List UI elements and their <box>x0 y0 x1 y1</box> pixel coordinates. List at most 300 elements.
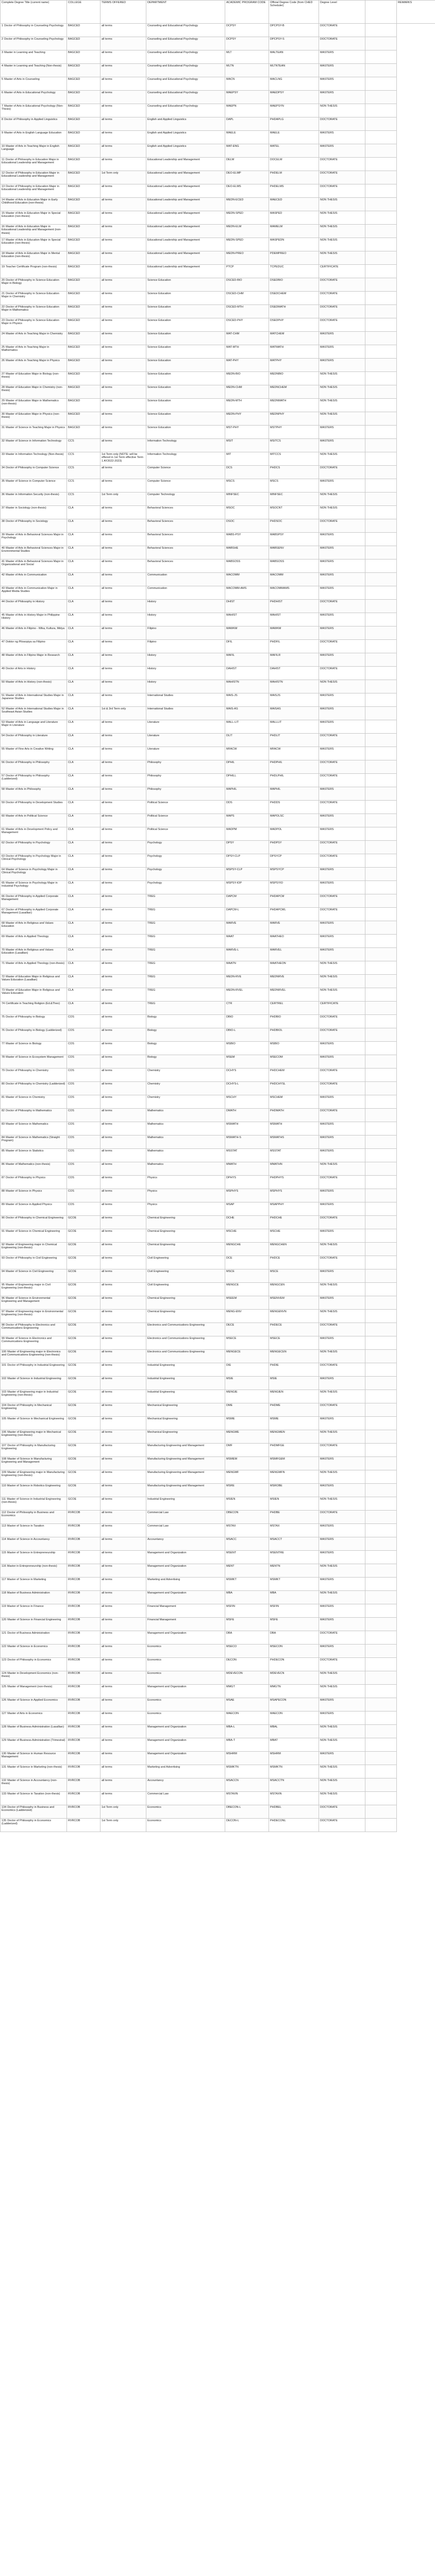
cell-blank <box>365 801 397 814</box>
cell-college: GCOE <box>67 1497 101 1511</box>
cell-terms-offered: all terms <box>101 305 146 318</box>
cell-terms-offered: all terms <box>101 1511 146 1524</box>
cell-degree-level: MASTERS <box>319 1752 365 1765</box>
cell-degree-level: DOCTORATE <box>319 1216 365 1229</box>
cell-college: GCOE <box>67 1229 101 1243</box>
degree-title-text: Master of Science in Marketing <box>7 1578 46 1581</box>
cell-degree-code: MSFIN <box>269 1604 319 1618</box>
cell-department: TREG <box>146 988 225 1002</box>
cell-degree-code: MASPED <box>269 211 319 225</box>
cell-college: GCOE <box>67 1269 101 1283</box>
cell-degree-title <box>1 345 67 359</box>
table-row <box>1 1685 435 1698</box>
table-row <box>1 1711 435 1725</box>
cell-blank <box>365 1792 397 1805</box>
cell-program-code: DEO-ELMP <box>225 171 269 184</box>
cell-terms-offered: all terms <box>101 385 146 399</box>
cell-college: CLA <box>67 734 101 747</box>
cell-terms-offered: all terms <box>101 640 146 653</box>
table-row <box>1 1055 435 1069</box>
cell-degree-level: MASTERS <box>319 332 365 345</box>
degree-title-text: Master of Science in Biology <box>6 1042 42 1045</box>
table-row <box>1 573 435 586</box>
row-number: 12 <box>2 172 5 175</box>
cell-blank <box>365 359 397 372</box>
cell-degree-code: MEDNRVE <box>269 975 319 988</box>
cell-department: Marketing and Advertising <box>146 1578 225 1591</box>
degree-title-text: Master of Science in Taxation <box>7 1524 44 1528</box>
cell-blank <box>365 693 397 707</box>
cell-degree-level: NON THESIS <box>319 1765 365 1778</box>
row-number: 101 <box>2 1364 7 1367</box>
cell-program-code: MABS-PSY <box>225 533 269 546</box>
cell-degree-code: MAEDPSY <box>269 91 319 104</box>
cell-degree-level: DOCTORATE <box>319 1805 365 1819</box>
cell-department: Economics <box>146 1819 225 1832</box>
cell-degree-title <box>1 1752 67 1765</box>
cell-degree-level: MASTERS <box>319 1377 365 1390</box>
cell-degree-level: NON THESIS <box>319 493 365 506</box>
degree-title-text: Master of Business Administration <box>7 1591 50 1595</box>
cell-college: RVRCOB <box>67 1765 101 1778</box>
cell-college: CCS <box>67 452 101 466</box>
cell-degree-code: PHDHIST <box>269 600 319 613</box>
table-row <box>1 707 435 720</box>
table-row <box>1 1805 435 1819</box>
cell-college: BAGCED <box>67 305 101 318</box>
table-row <box>1 372 435 385</box>
cell-blank <box>365 1578 397 1591</box>
cell-degree-title <box>1 760 67 774</box>
cell-terms-offered: 1st Term only (NOTE: will be offered in 1st Term effective Term 1 AY2022-2023) <box>101 452 146 466</box>
cell-program-code: DSOC <box>225 519 269 533</box>
table-row <box>1 1243 435 1256</box>
row-number: 108 <box>2 1458 7 1461</box>
cell-program-code: MSSTAT <box>225 1149 269 1162</box>
cell-program-code: DMF <box>225 1444 269 1457</box>
cell-blank <box>365 1417 397 1430</box>
cell-degree-title <box>1 814 67 827</box>
table-row <box>1 359 435 372</box>
cell-blank <box>365 1738 397 1752</box>
row-number: 119 <box>2 1605 6 1608</box>
cell-department: Science Education <box>146 332 225 345</box>
cell-program-code: MALL-LIT <box>225 720 269 734</box>
cell-department: TREG <box>146 1002 225 1015</box>
cell-degree-level: DOCTORATE <box>319 1109 365 1122</box>
cell-college: RVRCOB <box>67 1604 101 1618</box>
cell-terms-offered: all terms <box>101 1444 146 1457</box>
cell-degree-level: NON THESIS <box>319 1671 365 1685</box>
cell-degree-title <box>1 1551 67 1564</box>
cell-degree-level: DOCTORATE <box>319 1363 365 1377</box>
cell-program-code: DCPSY <box>225 37 269 50</box>
row-number: 82 <box>2 1109 5 1112</box>
cell-degree-title <box>1 1350 67 1363</box>
cell-department: Physics <box>146 1176 225 1189</box>
degree-title-text: Master of Engineering major in Manufacturing Engineering (non-thesis) <box>2 1471 65 1478</box>
cell-degree-code: PHDLIT <box>269 734 319 747</box>
cell-terms-offered: all terms <box>101 1484 146 1497</box>
cell-department: Financial Management <box>146 1618 225 1631</box>
table-row <box>1 1484 435 1497</box>
cell-degree-title <box>1 894 67 908</box>
cell-degree-level: MASTERS <box>319 1136 365 1149</box>
cell-degree-level: MASTERS <box>319 881 365 894</box>
cell-program-code: DSCED-CHM <box>225 292 269 305</box>
table-row <box>1 975 435 988</box>
cell-blank <box>365 1604 397 1618</box>
cell-department: Industrial Engineering <box>146 1497 225 1511</box>
degree-title-text: Master of Science in Information Technology <box>6 439 62 443</box>
degree-title-text: Master of Engineering major in Chemical Engineering (non-thesis) <box>2 1243 57 1250</box>
cell-terms-offered: all terms <box>101 412 146 426</box>
cell-degree-code: PHDFIL <box>269 640 319 653</box>
cell-college: CLA <box>67 667 101 680</box>
cell-department: Management and Organization <box>146 1631 225 1645</box>
cell-degree-title <box>1 37 67 50</box>
cell-terms-offered: all terms <box>101 1430 146 1444</box>
cell-degree-level: MASTERS <box>319 707 365 720</box>
cell-college: GCOE <box>67 1216 101 1229</box>
table-row <box>1 533 435 546</box>
cell-department: Science Education <box>146 385 225 399</box>
cell-blank <box>365 77 397 91</box>
cell-degree-title <box>1 1470 67 1484</box>
cell-degree-title <box>1 292 67 305</box>
table-row <box>1 318 435 332</box>
cell-college: BAGCED <box>67 359 101 372</box>
degree-title-text: Doctor of Philosophy in Counseling Psychology <box>4 38 64 41</box>
table-row <box>1 653 435 667</box>
degree-title-text: Master of Business Administration (Trimestral) <box>7 1739 65 1742</box>
cell-degree-title <box>1 399 67 412</box>
cell-college: COS <box>67 1109 101 1122</box>
cell-college: RVRCOB <box>67 1551 101 1564</box>
cell-program-code: DCE <box>225 1256 269 1269</box>
cell-degree-level: DOCTORATE <box>319 24 365 37</box>
cell-college: GCOE <box>67 1243 101 1256</box>
row-number: 48 <box>2 654 5 657</box>
cell-program-code: DMATH <box>225 1109 269 1122</box>
row-number: 93 <box>2 1257 5 1260</box>
table-row <box>1 1564 435 1578</box>
degree-title-text: Master of Arts in Philosophy <box>6 788 41 791</box>
cell-program-code: MSECE <box>225 1336 269 1350</box>
table-row <box>1 292 435 305</box>
degree-title-text: Master of Engineering major in Industrial Engineering (non-thesis) <box>2 1391 58 1397</box>
cell-college: COS <box>67 1176 101 1189</box>
cell-terms-offered: all terms <box>101 908 146 921</box>
cell-program-code: MIT <box>225 452 269 466</box>
table-row <box>1 1122 435 1136</box>
row-number: 34 <box>2 466 5 469</box>
cell-degree-code: PHDCS <box>269 466 319 479</box>
cell-blank <box>365 466 397 479</box>
cell-degree-code: MAATHEO <box>269 935 319 948</box>
cell-degree-code: MEDNPHY <box>269 412 319 426</box>
degree-title-text: Master of Business Administration (Lasallian) <box>7 1725 64 1728</box>
table-row <box>1 1591 435 1604</box>
cell-degree-level: MASTERS <box>319 921 365 935</box>
row-number: 92 <box>2 1243 5 1246</box>
row-number: 86 <box>2 1163 5 1166</box>
cell-department: English and Applied Linguistics <box>146 117 225 131</box>
cell-department: Biology <box>146 1042 225 1055</box>
cell-degree-level: MASTERS <box>319 1457 365 1470</box>
table-row <box>1 24 435 37</box>
degree-title-text: Doctor of Philosophy in Chemistry (Ladderized) <box>6 1082 65 1086</box>
row-number: 114 <box>2 1538 6 1541</box>
cell-blank <box>365 975 397 988</box>
cell-program-code: MLTN <box>225 64 269 77</box>
cell-college: COS <box>67 1202 101 1216</box>
cell-department: History <box>146 653 225 667</box>
cell-blank <box>365 707 397 720</box>
cell-college: CLA <box>67 948 101 961</box>
cell-college: BAGCED <box>67 131 101 144</box>
table-row <box>1 158 435 171</box>
cell-degree-code: MSMFGEM <box>269 1457 319 1470</box>
cell-college: BAGCED <box>67 104 101 117</box>
degree-title-text: Master of Arts in Applied Theology <box>6 935 49 938</box>
row-number: 75 <box>2 1015 5 1019</box>
cell-terms-offered: all terms <box>101 1390 146 1403</box>
cell-degree-code: PHDPHIL <box>269 760 319 774</box>
cell-degree-title <box>1 707 67 720</box>
row-number: 11 <box>2 158 5 161</box>
cell-terms-offered: all terms <box>101 975 146 988</box>
cell-degree-level: DOCTORATE <box>319 37 365 50</box>
cell-program-code: DECON <box>225 1658 269 1671</box>
cell-degree-level: NON THESIS <box>319 1725 365 1738</box>
cell-degree-title <box>1 1363 67 1377</box>
table-row <box>1 238 435 251</box>
row-number: 39 <box>2 533 5 536</box>
table-row <box>1 801 435 814</box>
table-row <box>1 1002 435 1015</box>
row-number: 40 <box>2 547 5 550</box>
cell-degree-level: MASTERS <box>319 359 365 372</box>
cell-blank <box>365 1497 397 1511</box>
cell-degree-level: DOCTORATE <box>319 667 365 680</box>
cell-program-code: DAHIST <box>225 667 269 680</box>
cell-department: Chemical Engineering <box>146 1216 225 1229</box>
cell-blank <box>365 1430 397 1444</box>
cell-college: GCOE <box>67 1417 101 1430</box>
degree-title-text: Master of Arts in Language and Literature Major in Literature <box>2 721 58 727</box>
cell-terms-offered: all terms <box>101 225 146 238</box>
degree-title-text: Doctor of Philosophy in Development Studies <box>6 801 63 804</box>
cell-degree-title <box>1 1537 67 1551</box>
cell-degree-level: NON THESIS <box>319 211 365 225</box>
cell-college: CLA <box>67 573 101 586</box>
cell-blank <box>365 1176 397 1189</box>
row-number: 25 <box>2 346 5 349</box>
cell-blank <box>365 345 397 359</box>
cell-department: Management and Organization <box>146 1551 225 1564</box>
cell-department: Accountancy <box>146 1537 225 1551</box>
cell-blank <box>365 1403 397 1417</box>
cell-program-code: DBIO <box>225 1015 269 1028</box>
cell-degree-code: MAECON <box>269 1711 319 1725</box>
cell-degree-level: DOCTORATE <box>319 1082 365 1095</box>
cell-college: CLA <box>67 854 101 868</box>
cell-program-code: MEDN-RVEL <box>225 988 269 1002</box>
cell-degree-title <box>1 1564 67 1578</box>
cell-degree-code: MSIE <box>269 1377 319 1390</box>
cell-degree-level: MASTERS <box>319 693 365 707</box>
degree-title-text: Doctor of Philosophy in Mechanical Engineering <box>2 1404 52 1411</box>
cell-degree-level: DOCTORATE <box>319 1658 365 1671</box>
cell-terms-offered: all terms <box>101 1002 146 1015</box>
cell-terms-offered: all terms <box>101 827 146 841</box>
table-row <box>1 935 435 948</box>
cell-program-code: MBA <box>225 1591 269 1604</box>
cell-terms-offered: all terms <box>101 439 146 452</box>
cell-degree-code: MSMATHS <box>269 1136 319 1149</box>
cell-program-code: DPSY-CLP <box>225 854 269 868</box>
cell-college: BAGCED <box>67 77 101 91</box>
table-row <box>1 171 435 184</box>
cell-blank <box>365 1296 397 1310</box>
cell-degree-title <box>1 50 67 64</box>
cell-degree-code: MSCHE <box>269 1229 319 1243</box>
cell-program-code: DAPL <box>225 117 269 131</box>
cell-department: Mechanical Engineering <box>146 1430 225 1444</box>
cell-degree-code: MSCE <box>269 1269 319 1283</box>
cell-program-code: MAHISTN <box>225 680 269 693</box>
cell-degree-level: NON THESIS <box>319 1470 365 1484</box>
table-row <box>1 1283 435 1296</box>
cell-terms-offered: all terms <box>101 399 146 412</box>
cell-blank <box>365 1778 397 1792</box>
cell-program-code: DCHYS-L <box>225 1082 269 1095</box>
table-row <box>1 948 435 961</box>
cell-blank <box>365 117 397 131</box>
row-number: 105 <box>2 1417 7 1420</box>
cell-department: Science Education <box>146 412 225 426</box>
degree-title-text: Master of Arts in Education Major in Educational Leadership and Management (non-thesis) <box>2 225 62 235</box>
cell-degree-title <box>1 171 67 184</box>
cell-terms-offered: all terms <box>101 318 146 332</box>
row-number: 99 <box>2 1337 5 1340</box>
cell-degree-code: MSITCS <box>269 439 319 452</box>
cell-degree-title <box>1 1042 67 1055</box>
cell-department: Political Science <box>146 814 225 827</box>
cell-degree-level: DOCTORATE <box>319 117 365 131</box>
cell-department: Educational Leadership and Management <box>146 211 225 225</box>
cell-degree-level: NON THESIS <box>319 225 365 238</box>
cell-degree-title <box>1 493 67 506</box>
degree-title-text: Master of Education Major in Physics (non-thesis) <box>2 413 60 419</box>
table-row <box>1 1176 435 1189</box>
cell-program-code: MAPHIL <box>225 787 269 801</box>
cell-degree-code: MABSENV <box>269 546 319 560</box>
cell-terms-offered: 1st & 3rd Term only <box>101 707 146 720</box>
cell-degree-level: MASTERS <box>319 1296 365 1310</box>
degree-title-text: Master in Information Security (non-thesis) <box>6 493 59 496</box>
cell-terms-offered: all terms <box>101 1069 146 1082</box>
row-number: 123 <box>2 1658 7 1662</box>
cell-degree-code: MLTNTEAN <box>269 64 319 77</box>
table-row <box>1 385 435 399</box>
table-row <box>1 1390 435 1403</box>
degree-title-text: Master of Arts in Behavioral Sciences Major in Psychology <box>2 533 64 540</box>
cell-terms-offered: all terms <box>101 680 146 693</box>
table-row <box>1 827 435 841</box>
cell-degree-title <box>1 1778 67 1792</box>
degree-title-text: Master of Education Major in Religious and Values Education <box>2 989 60 995</box>
row-number: 84 <box>2 1136 5 1139</box>
cell-degree-title <box>1 1202 67 1216</box>
cell-blank <box>365 560 397 573</box>
cell-degree-level: MASTERS <box>319 1095 365 1109</box>
cell-degree-code: MSMATH <box>269 1122 319 1136</box>
cell-degree-code: MSTPHY <box>269 426 319 439</box>
cell-program-code: DPHILL <box>225 774 269 787</box>
row-number: 49 <box>2 667 5 670</box>
cell-degree-level: MASTERS <box>319 1229 365 1243</box>
cell-blank <box>365 171 397 184</box>
cell-department: Mathematics <box>146 1149 225 1162</box>
cell-terms-offered: all terms <box>101 774 146 787</box>
cell-program-code: MEDN-ELM <box>225 225 269 238</box>
cell-program-code: DECE <box>225 1323 269 1336</box>
row-number: 22 <box>2 306 5 309</box>
cell-degree-title <box>1 1390 67 1403</box>
cell-degree-title <box>1 1055 67 1069</box>
table-row <box>1 64 435 77</box>
cell-degree-code: DSEDPHY <box>269 318 319 332</box>
degree-title-text: Master of Arts in Educational Psychology <box>4 91 56 94</box>
cell-blank <box>365 1363 397 1377</box>
cell-degree-code: MSMKT <box>269 1578 319 1591</box>
row-number: 67 <box>2 908 5 911</box>
table-body <box>1 24 435 1832</box>
cell-department: Chemistry <box>146 1082 225 1095</box>
cell-program-code: MAIS-AS <box>225 707 269 720</box>
cell-degree-title <box>1 1578 67 1591</box>
degree-title-text: Doctor of Philosophy in Philosophy <box>6 761 50 764</box>
cell-college: GCOE <box>67 1336 101 1350</box>
table-row <box>1 1497 435 1511</box>
cell-degree-title <box>1 225 67 238</box>
cell-degree-title <box>1 1283 67 1296</box>
cell-terms-offered: all terms <box>101 1564 146 1578</box>
cell-blank <box>365 211 397 225</box>
cell-terms-offered: all terms <box>101 1283 146 1296</box>
cell-department: Counseling and Educational Psychology <box>146 37 225 50</box>
cell-college: BAGCED <box>67 238 101 251</box>
degree-title-text: Doctor of Philosophy in Industrial Engineering <box>7 1364 65 1367</box>
degree-title-text: Master of Science in Psychology Major in Clinical Psychology <box>2 868 58 875</box>
cell-degree-code: PHDPSY <box>269 841 319 854</box>
table-row <box>1 988 435 1002</box>
cell-degree-title <box>1 881 67 894</box>
cell-program-code: MSME <box>225 1417 269 1430</box>
table-row <box>1 1658 435 1671</box>
row-number: 4 <box>2 64 4 67</box>
cell-degree-title <box>1 1176 67 1189</box>
cell-degree-level: MASTERS <box>319 91 365 104</box>
cell-college: GCOE <box>67 1470 101 1484</box>
cell-degree-code: PHDIE <box>269 1363 319 1377</box>
header-degree-title: Complete Degree Title (current name) <box>1 1 67 24</box>
cell-college: CLA <box>67 921 101 935</box>
cell-degree-level: MASTERS <box>319 814 365 827</box>
cell-college: CLA <box>67 774 101 787</box>
